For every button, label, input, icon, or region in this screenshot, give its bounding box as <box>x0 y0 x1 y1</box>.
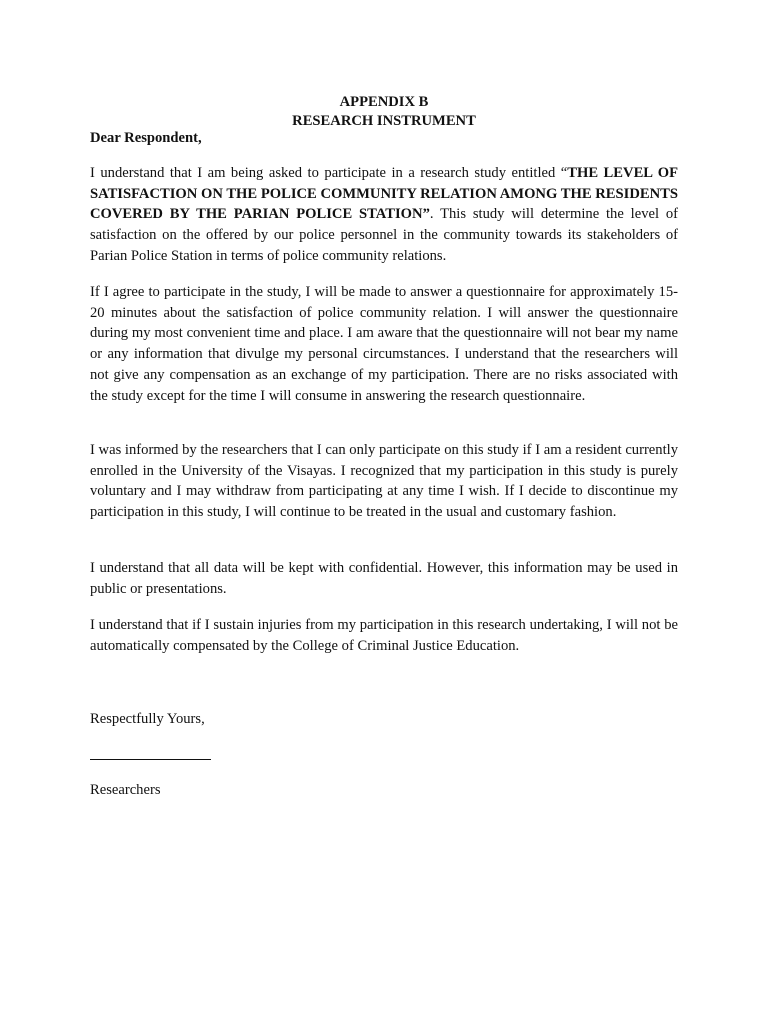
paragraph-confidentiality: I understand that all data will be kept with confidential. However, this information may be used in public or presentations. <box>90 560 678 597</box>
paragraph-injury-clause: I understand that if I sustain injuries from my participation in this research undertaking, I will not be automatically compensated by the College of Criminal Justice Education. <box>90 617 678 654</box>
paragraph-participation: If I agree to participate in the study, I will be made to answer a questionnaire for approximately 15-20 minutes about the satisfaction of police community relation. I will answer the questionnaire during my most convenient time and place. I am aware that the questionnaire will not bear my name or any information that divulge my personal circumstances. I understand that the researchers will not give any compensation as an exchange of my participation. There are no risks associated with the study except for the time I will consume in answering the research questionnaire. <box>90 284 678 404</box>
document-title: RESEARCH INSTRUMENT <box>292 113 476 129</box>
signatory-label: Researchers <box>90 782 161 798</box>
paragraph-study-intro <box>90 163 678 267</box>
signature-line <box>90 759 211 760</box>
paragraph-eligibility: I was informed by the researchers that I can only participate on this study if I am a resident currently enrolled in the University of the Visayas. I recognized that my participation in this study is purely voluntary and I may withdraw from participating at any time I wish. If I decide to discontinue my participation in this study, I will continue to be treated in the usual and customary fashion. <box>90 442 678 521</box>
salutation: Dear Respondent, <box>90 130 202 146</box>
intro-rest: . This study will determine the level of satisfaction on the offered by our police personnel in the community towards its stakeholders of Parian Police Station in terms of police community relations. <box>90 206 679 264</box>
closing-quote: ” <box>422 206 430 223</box>
valediction: Respectfully Yours, <box>90 711 205 727</box>
study-title: THE LEVEL OF SATISFACTION ON THE POLICE COMMUNITY RELATION AMONG THE RESIDENTS COVERED BY THE PARIAN POLICE STATION <box>90 165 678 223</box>
appendix-label: APPENDIX B <box>339 94 429 110</box>
intro-text: I understand that I am being asked to participate in a research study entitled “ <box>90 165 568 181</box>
